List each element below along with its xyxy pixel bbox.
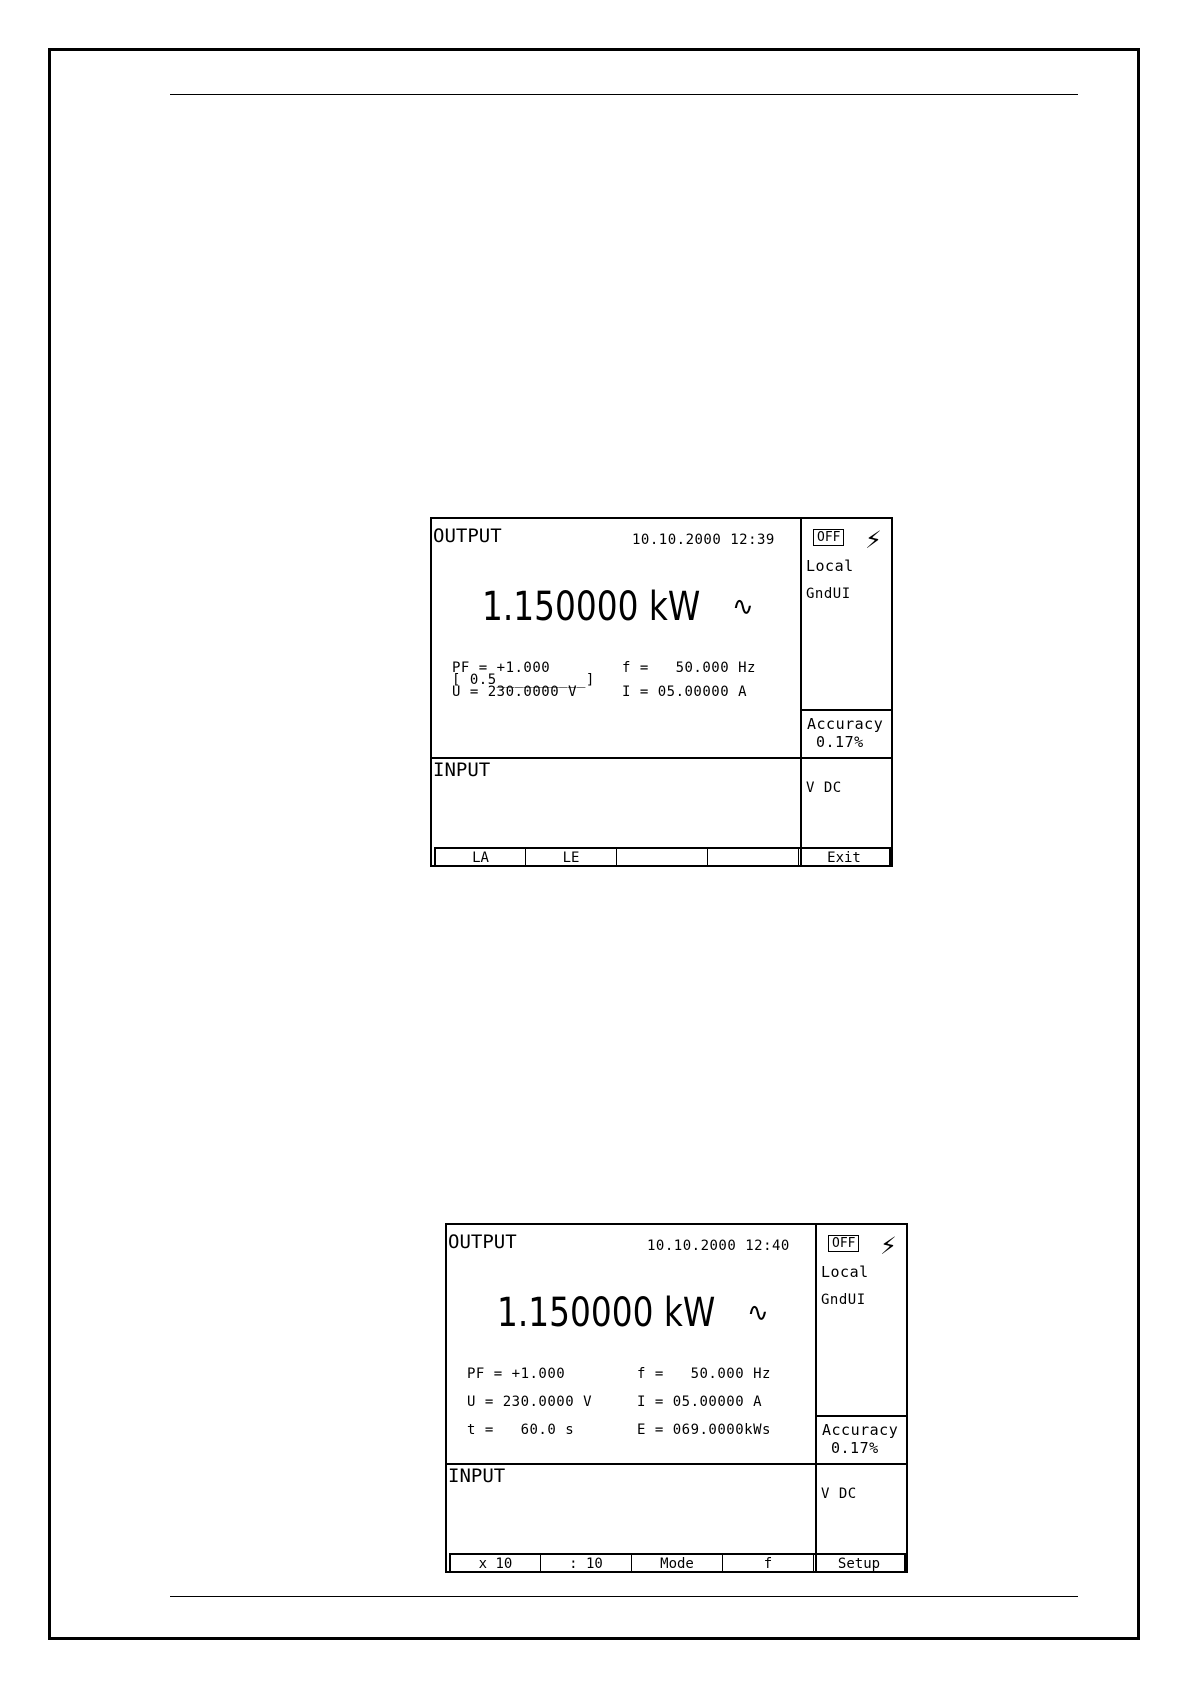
softkey-x10[interactable]: x 10	[449, 1555, 540, 1573]
status-column	[815, 1225, 908, 1571]
high-voltage-icon: ⚡	[865, 526, 882, 554]
softkey-mode[interactable]: Mode	[631, 1555, 722, 1573]
power-factor: PF = +1.000	[467, 1366, 566, 1382]
input-title: INPUT	[433, 759, 491, 781]
input-title: INPUT	[448, 1465, 506, 1487]
status-panel	[817, 1225, 908, 1417]
calibrator-display-1	[430, 517, 893, 867]
accuracy-panel	[817, 1417, 908, 1465]
ground-status: GndUI	[806, 586, 851, 602]
current: I = 05.00000 A	[622, 684, 748, 700]
main-value-number: 1.150000	[497, 1290, 654, 1336]
main-value	[482, 585, 700, 629]
input-mode: V DC	[806, 780, 842, 796]
frequency: f = 50.000 Hz	[637, 1366, 771, 1382]
sine-wave-icon: ∿	[732, 592, 754, 622]
softkey-bar	[434, 847, 891, 867]
softkey-3[interactable]	[616, 849, 707, 867]
voltage: U = 230.0000 V	[467, 1394, 593, 1410]
ground-status: GndUI	[821, 1292, 866, 1308]
local-status: Local	[806, 557, 854, 575]
status-column	[800, 519, 893, 865]
output-title: OUTPUT	[448, 1231, 517, 1253]
output-pane	[432, 519, 800, 759]
main-value-unit: kW	[663, 1290, 716, 1336]
softkey-setup[interactable]: Setup	[813, 1555, 906, 1573]
output-title: OUTPUT	[433, 525, 502, 547]
current: I = 05.00000 A	[637, 1394, 763, 1410]
main-value	[497, 1291, 715, 1335]
accuracy-panel	[802, 711, 893, 759]
high-voltage-icon: ⚡	[880, 1232, 897, 1260]
softkey-le[interactable]: LE	[525, 849, 616, 867]
softkey-la[interactable]: LA	[434, 849, 525, 867]
frequency: f = 50.000 Hz	[622, 660, 756, 676]
main-value-unit: kW	[648, 584, 701, 630]
input-mode: V DC	[821, 1486, 857, 1502]
output-off-badge: OFF	[813, 529, 844, 546]
softkey-4[interactable]	[707, 849, 798, 867]
header-rule	[170, 94, 1078, 95]
accuracy-value: 0.17%	[831, 1439, 879, 1457]
time: t = 60.0 s	[467, 1422, 575, 1438]
pf-entry-field[interactable]: [ 0.5__________]	[452, 672, 595, 688]
accuracy-value: 0.17%	[816, 733, 864, 751]
softkey-f[interactable]: f	[722, 1555, 813, 1573]
softkey-exit[interactable]: Exit	[798, 849, 891, 867]
sine-wave-icon: ∿	[747, 1298, 769, 1328]
accuracy-label: Accuracy	[822, 1421, 899, 1439]
output-off-badge: OFF	[828, 1235, 859, 1252]
accuracy-label: Accuracy	[807, 715, 884, 733]
softkey-bar	[449, 1553, 906, 1573]
datetime: 10.10.2000 12:40	[647, 1238, 790, 1254]
status-panel	[802, 519, 893, 711]
local-status: Local	[821, 1263, 869, 1281]
voltage: U = 230.0000 V	[452, 684, 578, 700]
main-value-number: 1.150000	[482, 584, 639, 630]
datetime: 10.10.2000 12:39	[632, 532, 775, 548]
power-factor: PF = +1.000	[452, 660, 551, 676]
energy: E = 069.0000kWs	[637, 1422, 771, 1438]
footer-rule	[170, 1596, 1078, 1597]
output-pane	[447, 1225, 815, 1465]
calibrator-display-2	[445, 1223, 908, 1573]
softkey-div10[interactable]: : 10	[540, 1555, 631, 1573]
